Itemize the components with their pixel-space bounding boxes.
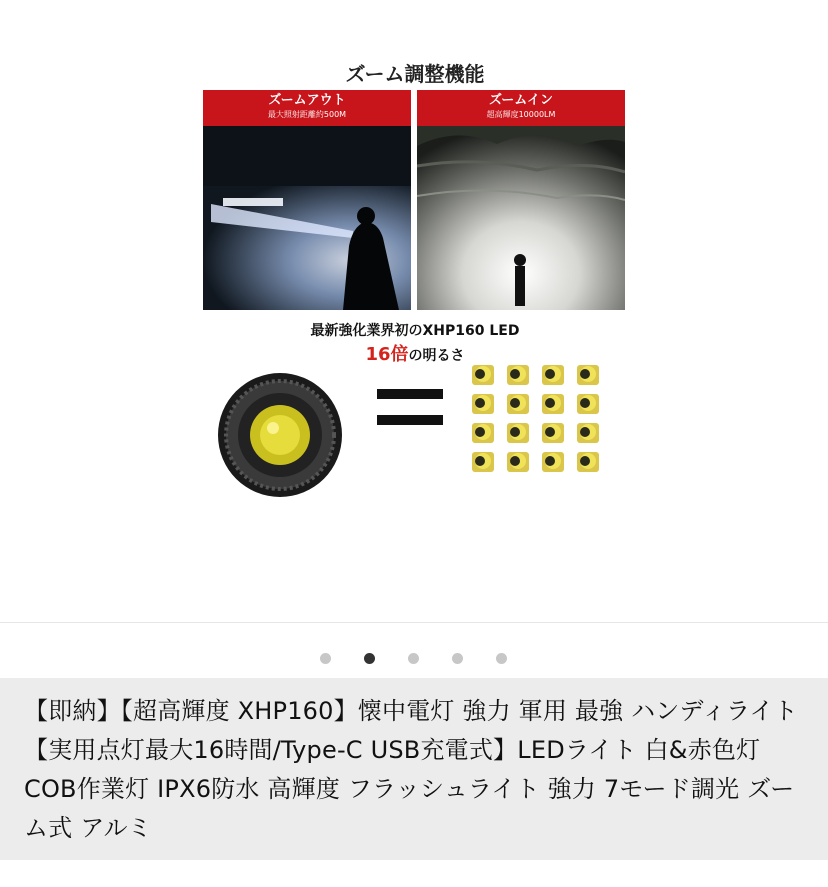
led-chip-icon <box>507 394 529 414</box>
led-chip-icon <box>507 452 529 472</box>
night-beam-photo <box>203 126 411 310</box>
caption-rest: の明るさ <box>408 348 465 364</box>
led-chip-icon <box>542 365 564 385</box>
product-image[interactable] <box>195 50 635 480</box>
zoom-out-panel <box>203 90 411 310</box>
led-chip-grid <box>471 362 611 482</box>
image-title: ズーム調整機能 <box>345 62 485 86</box>
carousel-dot[interactable] <box>496 653 507 664</box>
led-chip-icon <box>472 365 494 385</box>
zoom-in-sub: 超高輝度10000LM <box>486 110 556 119</box>
zoom-in-label: ズームイン <box>488 93 554 108</box>
led-chip-icon <box>542 452 564 472</box>
led-chip-icon <box>577 365 599 385</box>
carousel-dot[interactable] <box>452 653 463 664</box>
caption-highlight: 16倍 <box>365 344 409 365</box>
led-chip-icon <box>507 365 529 385</box>
zoom-out-sub: 最大照射距離約500M <box>267 110 347 119</box>
carousel-dot[interactable] <box>408 653 419 664</box>
carousel-pagination <box>0 650 828 668</box>
led-chip-icon <box>577 394 599 414</box>
carousel-dot[interactable] <box>320 653 331 664</box>
led-chip-icon <box>472 423 494 443</box>
led-chip-icon <box>507 423 529 443</box>
zoom-in-panel <box>417 90 625 310</box>
led-chip-icon <box>542 423 564 443</box>
carousel-dot[interactable] <box>364 653 375 664</box>
flashlight-head-icon <box>215 370 345 500</box>
zoom-out-label: ズームアウト <box>268 93 346 108</box>
led-chip-icon <box>472 452 494 472</box>
flood-light-photo <box>417 126 625 310</box>
product-title: 【即納】【超高輝度 XHP160】懐中電灯 強力 軍用 最強 ハンディライト 【実用点灯最大16時間/Type-C USB充電式】LEDライト 白&赤色灯 COB作業灯 IPX6防水 高輝度 フラッシュライト 強力 7モード調光 ズーム式 アルミ <box>24 697 798 842</box>
led-chip-icon <box>577 423 599 443</box>
caption-line1: 最新強化業界初のXHP160 LED <box>310 323 520 339</box>
equals-icon <box>377 387 443 429</box>
led-chip-icon <box>472 394 494 414</box>
led-chip-icon <box>542 394 564 414</box>
product-title-box <box>0 678 828 860</box>
gallery-divider <box>0 622 828 623</box>
led-chip-icon <box>577 452 599 472</box>
